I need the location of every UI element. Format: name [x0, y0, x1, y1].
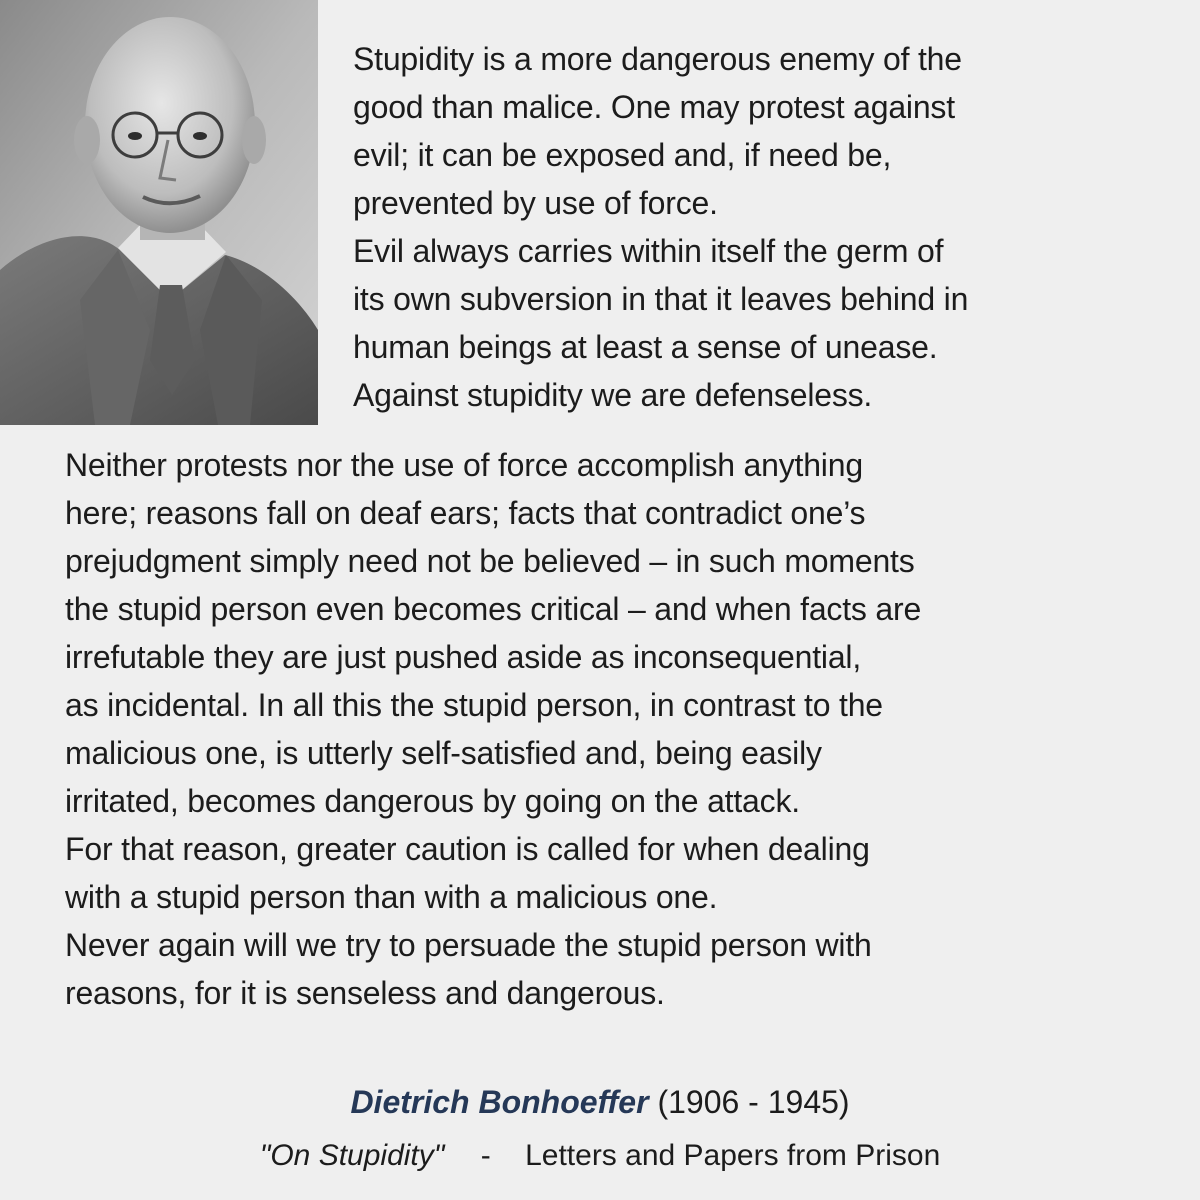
- quote-line: irrefutable they are just pushed aside as inconsequential,: [65, 639, 862, 675]
- author-portrait: [0, 0, 318, 425]
- quote-line: Never again will we try to persuade the stupid person with: [65, 927, 872, 963]
- quote-line: Stupidity is a more dangerous enemy of the: [353, 41, 962, 77]
- quote-line: malicious one, is utterly self-satisfied and, being easily: [65, 735, 822, 771]
- quote-line: the stupid person even becomes critical – and when facts are: [65, 591, 922, 627]
- quote-line: human beings at least a sense of unease.: [353, 329, 938, 365]
- quote-line: evil; it can be exposed and, if need be,: [353, 137, 892, 173]
- quote-line: Neither protests nor the use of force accomplish anything: [65, 447, 863, 483]
- quote-line: prevented by use of force.: [353, 185, 718, 221]
- quote-line: For that reason, greater caution is called for when dealing: [65, 831, 870, 867]
- quote-line: prejudgment simply need not be believed – in such moments: [65, 543, 915, 579]
- author-name: Dietrich Bonhoeffer: [350, 1084, 649, 1120]
- quote-line: irritated, becomes dangerous by going on the attack.: [65, 783, 800, 819]
- quote-line: Evil always carries within itself the germ of: [353, 233, 944, 269]
- quote-line: its own subversion in that it leaves behind in: [353, 281, 969, 317]
- source-separator: -: [480, 1139, 491, 1172]
- quote-line: reasons, for it is senseless and dangerous.: [65, 975, 665, 1011]
- quote-line: good than malice. One may protest against: [353, 89, 955, 125]
- quote-line: with a stupid person than with a malicious one.: [65, 879, 718, 915]
- work-title: "On Stupidity": [259, 1139, 445, 1172]
- attribution-source: [0, 1134, 1200, 1178]
- quote-line: here; reasons fall on deaf ears; facts that contradict one’s: [65, 495, 866, 531]
- attribution-author: [0, 1080, 1200, 1124]
- author-years: (1906 - 1945): [657, 1084, 850, 1120]
- source-book: Letters and Papers from Prison: [525, 1139, 941, 1172]
- quote-line: Against stupidity we are defenseless.: [353, 377, 873, 413]
- quote-line: as incidental. In all this the stupid person, in contrast to the: [65, 687, 883, 723]
